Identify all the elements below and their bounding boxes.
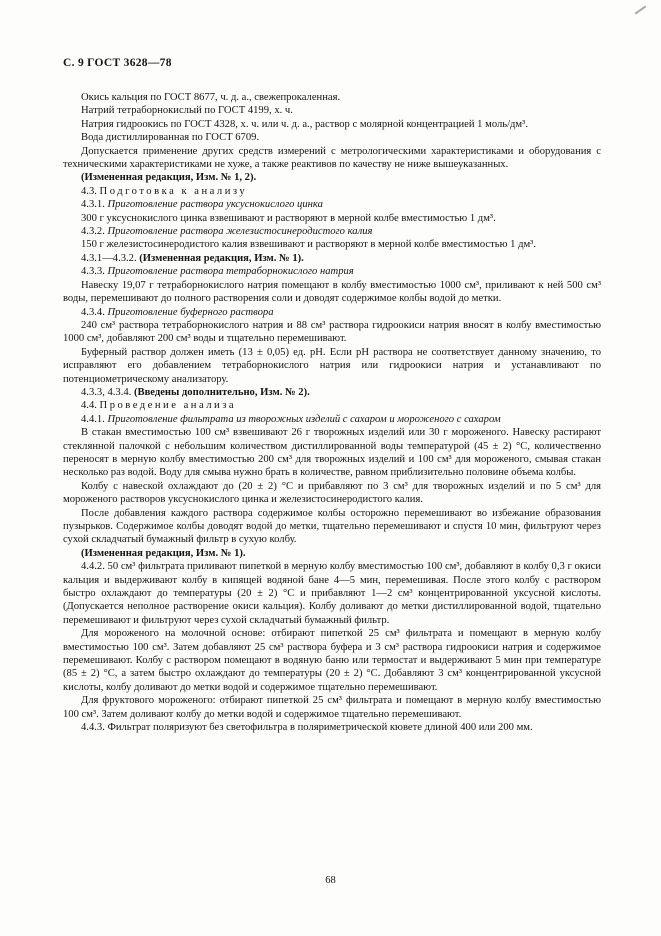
heading-4-3-3 <box>63 265 601 278</box>
page-number: 68 <box>325 875 336 886</box>
paragraph-text: Приготовление раствора уксуснокислого цинка <box>107 199 323 211</box>
para-sodium-tetraborate <box>63 104 601 117</box>
paragraph-text: Буферный раствор должен иметь (13 ± 0,05) ед. рН. Если рН раствора не соответствует данному значению, то исправляют его добавлением тетраборнокислого натрия или гидроокиси натрия и устанавливают по потенциометрическому анализатору. <box>63 346 601 385</box>
paragraph-text: 4.4.1. <box>81 413 108 425</box>
document-body <box>63 91 601 735</box>
paragraph-text: Приготовление раствора тетраборнокислого натрия <box>107 266 354 278</box>
para-4-4-1-c <box>63 507 601 547</box>
paragraph-text: 4.3.4. <box>81 306 108 318</box>
paragraph-text: (Измененная редакция, Изм. № 1). <box>139 252 304 264</box>
paragraph-text: 4.3.3, 4.3.4. <box>81 386 134 398</box>
paragraph-text: Для фруктового мороженого: отбирают пипеткой 25 см³ фильтрата и помещают в мерную колбу вместимостью 100 см³. Затем доливают колбу до метки водой и содержимое тщательно перемешивают. <box>63 695 601 720</box>
paragraph-text: 4.3.2. <box>81 226 108 238</box>
paragraph-text: Подготовка к анализу <box>99 185 248 197</box>
para-4-4-1-a <box>63 426 601 480</box>
paragraph-text: Окись кальция по ГОСТ 8677, ч. д. а., свежепрокаленная. <box>81 92 341 103</box>
heading-4-3-2 <box>63 225 601 238</box>
section-heading-4-4 <box>63 399 601 412</box>
paragraph-text: 4.4.2. 50 см³ фильтрата приливают пипеткой в мерную колбу вместимостью 100 см³, добавляют в колбу 0,3 г окиси кальция и выдерживают колбу в кипящей водяной бане 4—5 мин, перемешивая. После этого колбу с раствором быстро охлаждают до температуры (20 ± 2) °С и прибавляют 1—2 см³ концентрированной уксусной кислоты. (Допускается неполное растворение окиси кальция). Колбу доливают до метки дистиллированной водой, тщательно перемешивают и фильтруют через сухой складчатый бумажный фильтр. <box>63 561 601 626</box>
paragraph-text: (Измененная редакция, Изм. № 1, 2). <box>81 172 257 184</box>
scan-artifact <box>635 5 647 14</box>
paragraph-text: 4.4.3. Фильтрат поляризуют без светофильтра в поляриметрической кювете длиной 400 или 200 мм. <box>81 722 533 734</box>
para-distilled-water <box>63 131 601 144</box>
heading-4-4-1 <box>63 413 601 426</box>
para-amendment-4-3-1-4-3-2 <box>63 252 601 265</box>
page-header: С. 9 ГОСТ 3628—78 <box>63 57 172 69</box>
paragraph-text: Навеску 19,07 г тетраборнокислого натрия помещают в колбу вместимостью 1000 см³, приливают к ней 500 см³ воды, перемешивают до полного растворения соли и доводят содержимое колбы водой до метки. <box>63 279 601 305</box>
paragraph-text: 4.3.3. <box>81 266 108 278</box>
paragraph-text: Вода дистиллированная по ГОСТ 6709. <box>81 132 260 144</box>
para-allowed-instruments <box>63 145 601 172</box>
para-4-4-2 <box>63 560 601 627</box>
para-calcium-oxide <box>63 91 601 104</box>
paragraph-text: Приготовление раствора железистосинеродистого калия <box>107 226 373 238</box>
paragraph-text: 240 см³ раствора тетраборнокислого натрия и 88 см³ раствора гидроокиси натрия вносят в колбу вместимостью 1000 см³, добавляют 200 см³ воды и тщательно перемешивают. <box>63 319 601 345</box>
paragraph-text: Допускается применение других средств измерений с метрологическими характеристиками и оборудования с техническими характеристиками не хуже, а также реактивов по качеству не ниже вышеуказанных. <box>63 145 601 171</box>
paragraph-text: Натрия гидроокись по ГОСТ 4328, х. ч. или ч. д. а., раствор с молярной концентрацией 1 моль/дм³. <box>81 118 528 130</box>
section-heading-4-3 <box>63 185 601 198</box>
heading-4-3-4 <box>63 306 601 319</box>
paragraph-text: Приготовление буферного раствора <box>107 306 274 318</box>
paragraph-text: Проведение анализа <box>99 400 237 412</box>
para-amendment-4-4-1 <box>63 547 601 560</box>
para-milk-based-ice-cream <box>63 627 601 694</box>
para-4-3-3 <box>63 279 601 306</box>
para-sodium-hydroxide <box>63 118 601 131</box>
paragraph-text: 4.3.1—4.3.2. <box>81 252 140 264</box>
paragraph-text: 300 г уксуснокислого цинка взвешивают и растворяют в мерной колбе вместимостью 1 дм³. <box>81 212 496 224</box>
para-4-3-4 <box>63 319 601 346</box>
para-amendment-note <box>63 171 601 184</box>
paragraph-text: 4.3. <box>81 185 100 197</box>
paragraph-text: Для мороженого на молочной основе: отбирают пипеткой 25 см³ фильтрата и помещают в мерную колбу вместимостью 100 см³. Затем добавляют 25 см³ раствора буфера и 3 см³ раствора гидроокиси натрия и содержимое перемешивают. Колбу с раствором помещают в водяную баню или термостат и выдерживают 5 мин при температуре (85 ± 2) °С, а затем быстро охлаждают до температуры (20 ± 2) °С. Добавляют 3 см³ концентрированной уксусной кислоты, колбу доливают до метки водой и содержимое тщательно перемешивают. <box>63 628 601 693</box>
heading-4-3-1 <box>63 198 601 211</box>
paragraph-text: В стакан вместимостью 100 см³ взвешивают 26 г творожных изделий или 30 г мороженого. Навеску растирают стеклянной палочкой с небольшим количеством дистиллированной воды температурой (45 ± 2) °С, количественно переносят в мерную колбу вместимостью 200 см³ для творожных изделий и 100 см³ для мороженого, смывая стакан несколько раз водой. Воду для смыва нужно брать в количестве, равном приблизительно половине объема колбы. <box>63 427 601 479</box>
paragraph-text: 4.3.1. <box>81 199 108 211</box>
para-amendment-4-3-3-4-3-4 <box>63 386 601 399</box>
paragraph-text: Колбу с навеской охлаждают до (20 ± 2) °С и прибавляют по 3 см³ для творожных изделий и по 5 см³ для мороженого растворов уксуснокислого цинка и железистосинеродистого калия. <box>63 480 601 506</box>
para-4-3-2 <box>63 238 601 251</box>
para-buffer-ph <box>63 346 601 386</box>
para-4-3-1 <box>63 212 601 225</box>
para-4-4-3 <box>63 721 601 734</box>
paragraph-text: Приготовление фильтрата из творожных изделий с сахаром и мороженого с сахаром <box>107 413 501 425</box>
paragraph-text: (Измененная редакция, Изм. № 1). <box>81 547 246 559</box>
para-4-4-1-b <box>63 480 601 507</box>
paragraph-text: 4.4. <box>81 400 100 412</box>
paragraph-text: Натрий тетраборнокислый по ГОСТ 4199, х. ч. <box>81 105 293 117</box>
paragraph-text: После добавления каждого раствора содержимое колбы осторожно перемешивают во избежание образования пузырьков. Содержимое колбы доводят водой до метки, тщательно перемешивают и спустя 10 мин, фильтруют через сухой складчатый бумажный фильтр в сухую колбу. <box>63 507 601 546</box>
para-fruit-ice-cream <box>63 694 601 721</box>
paragraph-text: 150 г железистосинеродистого калия взвешивают и растворяют в мерной колбе вместимостью 1 дм³. <box>81 239 537 251</box>
paragraph-text: (Введены дополнительно, Изм. № 2). <box>133 386 310 398</box>
